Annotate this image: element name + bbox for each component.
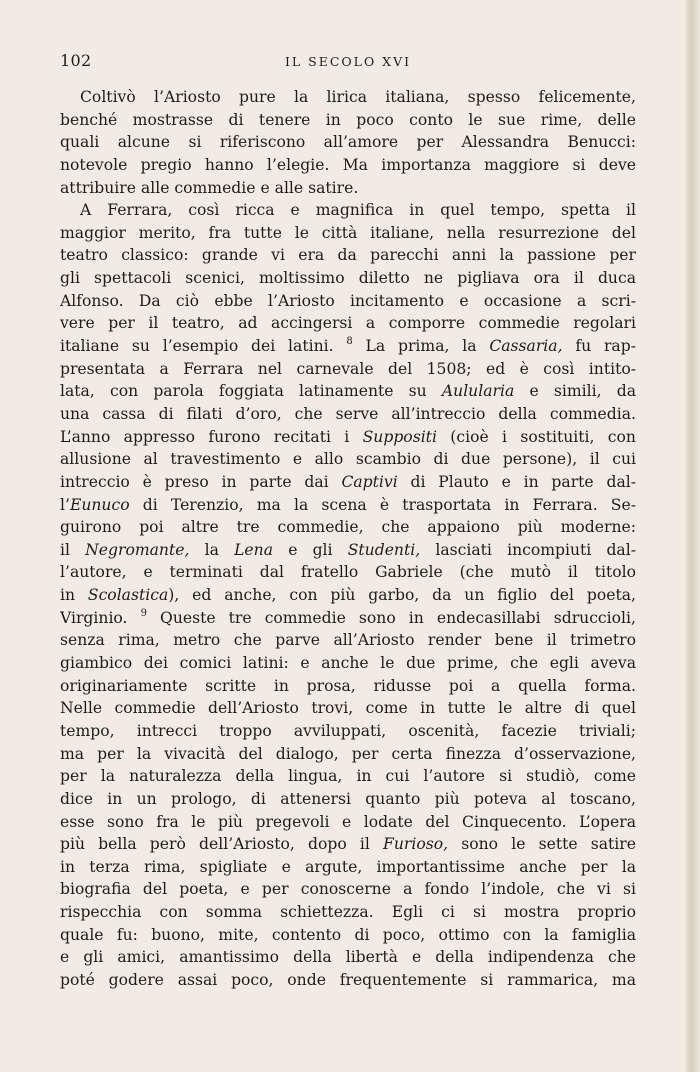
text-line: quali alcune si riferiscono all’amore per Alessandra Benucci: — [60, 133, 636, 152]
text-line: biografia del poeta, e per conoscerne a fondo l’indole, che vi si — [60, 880, 636, 899]
text-line: Virginio. $^9$ Queste tre commedie sono in endecasillabi sdruccioli, — [60, 607, 636, 627]
text-line: allusione al travestimento e allo scambio di due persone), il cui — [60, 450, 636, 469]
text-line: in Scolastica), ed anche, con più garbo, da un figlio del poeta, — [60, 586, 636, 605]
text-line: l’autore, e terminati dal fratello Gabriele (che mutò il titolo — [60, 563, 636, 582]
text-line: lata, con parola foggiata latinamente su Aulularia e simili, da — [60, 382, 636, 401]
page-header — [60, 51, 636, 73]
text-line: presentata a Ferrara nel carnevale del 1508; ed è così intito- — [60, 359, 636, 378]
text-line: il Negromante, la Lena e gli Studenti, lasciati incompiuti dal- — [60, 540, 636, 559]
text-line: quale fu: buono, mite, contento di poco, ottimo con la famiglia — [60, 925, 636, 944]
text-line: e gli amici, amantissimo della libertà e della indipendenza che — [60, 948, 636, 967]
text-line: gli spettacoli scenici, moltissimo diletto ne pigliava ora il duca — [60, 269, 636, 288]
text-line: italiane su l’esempio dei latini. $^8$ La prima, la Cassaria, fu rap- — [60, 336, 636, 356]
text-line: poté godere assai poco, onde frequentemente si rammarica, ma — [60, 970, 636, 989]
text-line: Coltivò l’Ariosto pure la lirica italiana, spesso felicemente, — [80, 88, 636, 106]
footnote-ref: 8 — [346, 336, 353, 348]
text-line: guirono poi altre tre commedie, che appaiono più moderne: — [60, 518, 636, 537]
text-line: per la naturalezza della lingua, in cui l’autore si studiò, come — [60, 767, 636, 786]
adjacent-page-edge — [686, 0, 700, 1072]
text-line: Alfonso. Da ciò ebbe l’Ariosto incitamento e occasione a scri- — [60, 291, 636, 310]
text-line: esse sono fra le più pregevoli e lodate del Cinquecento. L’opera — [60, 812, 636, 831]
text-line: benché mostrasse di tenere in poco conto le sue rime, delle — [60, 110, 636, 129]
text-line: rispecchia con somma schiettezza. Egli ci si mostra proprio — [60, 903, 636, 922]
text-line: intreccio è preso in parte dai Captivi di Plauto e in parte dal- — [60, 472, 636, 491]
text-line: giambico dei comici latini: e anche le due prime, che egli aveva — [60, 654, 636, 673]
text-line: senza rima, metro che parve all’Ariosto render bene il trimetro — [60, 631, 636, 650]
text-line: tempo, intrecci troppo avviluppati, oscenità, facezie triviali; — [60, 721, 636, 740]
text-line: maggior merito, fra tutte le città italiane, nella resurrezione del — [60, 223, 636, 242]
text-line: vere per il teatro, ad accingersi a comporre commedie regolari — [60, 314, 636, 333]
text-line: originariamente scritte in prosa, ridusse poi a quella forma. — [60, 676, 636, 695]
text-line: una cassa di filati d’oro, che serve all’intreccio della commedia. — [60, 404, 636, 423]
text-line: in terza rima, spigliate e argute, importantissime anche per la — [60, 857, 636, 876]
text-line: dice in un prologo, di attenersi quanto più poteva al toscano, — [60, 789, 636, 808]
running-title: IL SECOLO XVI — [284, 54, 412, 69]
text-line: teatro classico: grande vi era da parecchi anni la passione per — [60, 246, 636, 265]
text-line: Nelle commedie dell’Ariosto trovi, come in tutte le altre di quel — [60, 699, 636, 718]
footnote-ref: 9 — [140, 607, 147, 619]
text-line: l’Eunuco di Terenzio, ma la scena è trasportata in Ferrara. Se- — [60, 495, 636, 514]
text-line: ma per la vivacità del dialogo, per certa finezza d’osservazione, — [60, 744, 636, 763]
text-line: attribuire alle commedie e alle satire. — [60, 178, 359, 197]
text-line: notevole pregio hanno l’elegie. Ma importanza maggiore si deve — [60, 155, 636, 174]
body-text — [60, 86, 636, 992]
text-line: più bella però dell’Ariosto, dopo il Furioso, sono le sette satire — [60, 835, 636, 854]
page-number: 102 — [60, 51, 92, 70]
text-line: A Ferrara, così ricca e magnifica in quel tempo, spetta il — [80, 201, 636, 220]
text-line: L’anno appresso furono recitati i Suppositi (cioè i sostituiti, con — [60, 427, 636, 446]
